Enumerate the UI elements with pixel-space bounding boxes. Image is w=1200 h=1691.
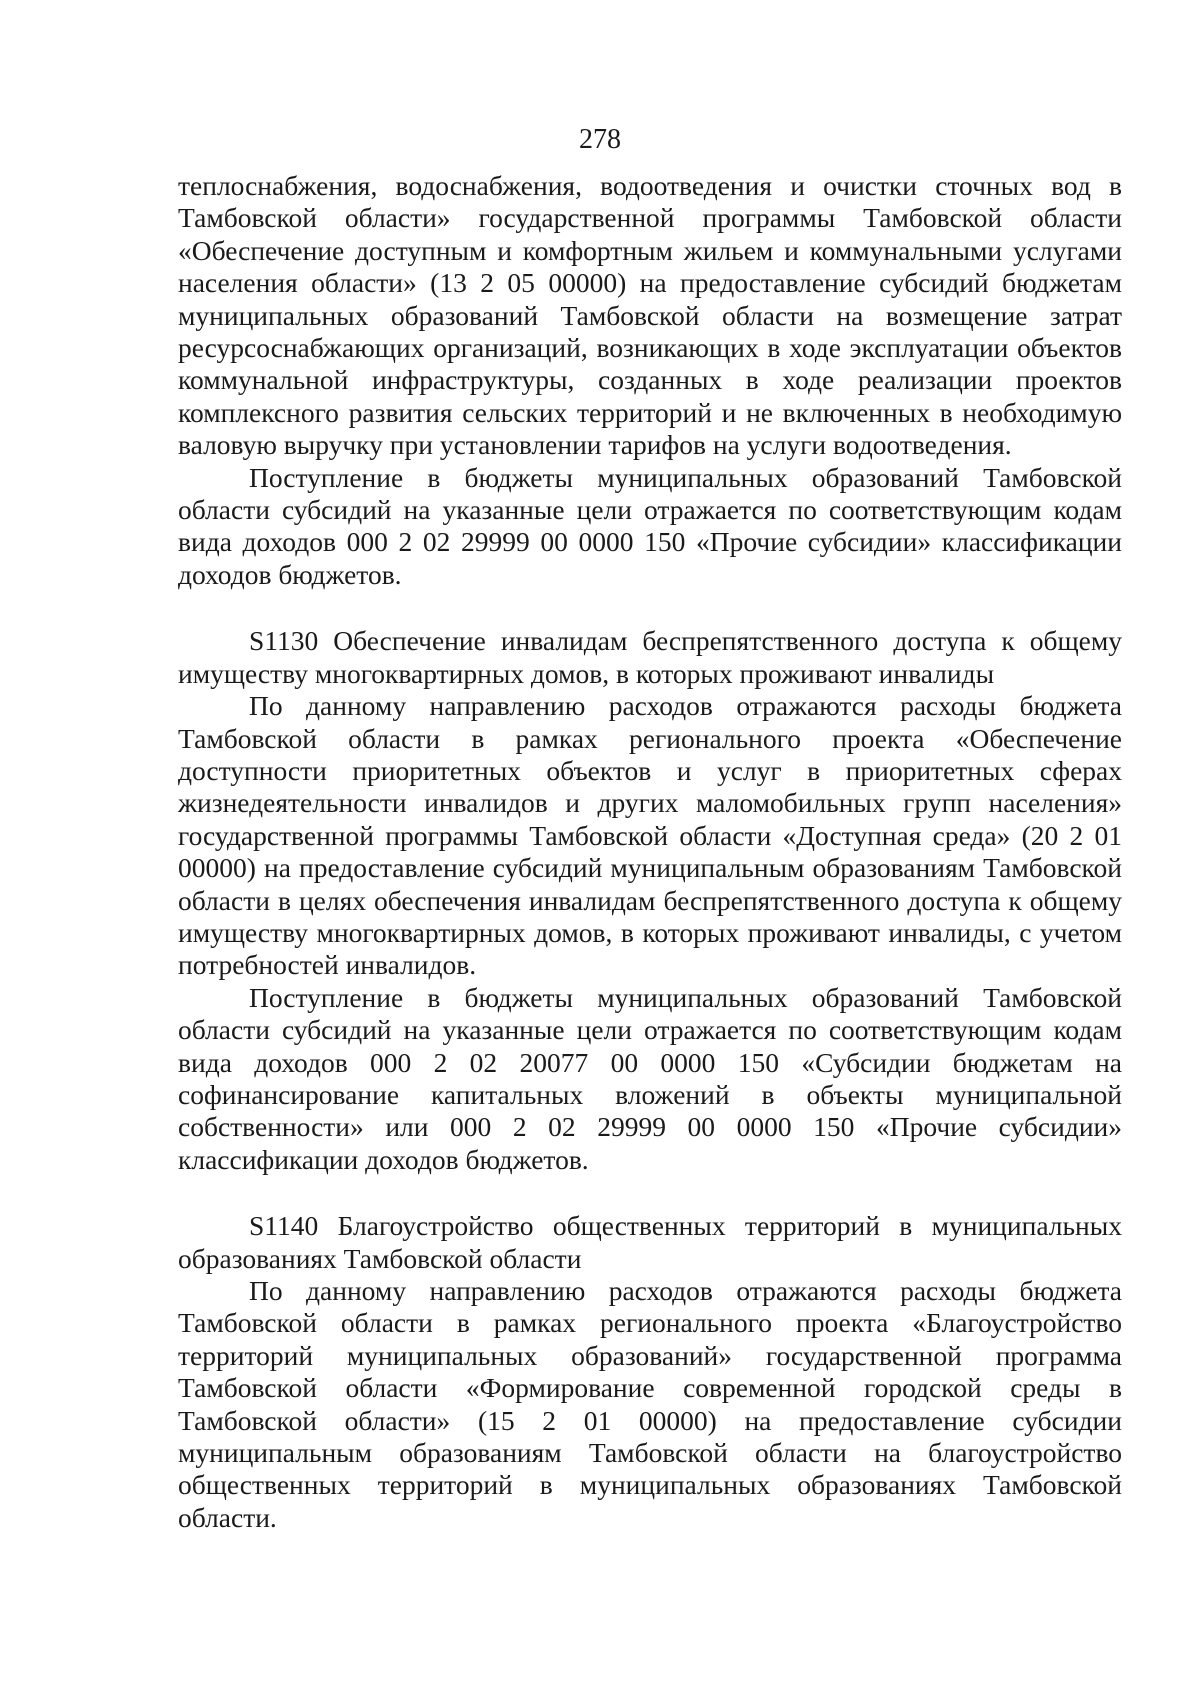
section-spacer: [178, 1176, 1122, 1210]
paragraph-s1140-description: По данному направлению расходов отражаются расходы бюджета Тамбовской области в рамках регионального проекта «Благоустройство территорий муниципальных образований» государственной программа Тамбовской области «Формирование современной городской среды в Тамбовской области» (15 2 01 00000) на предоставление субсидии муниципальным образованиям Тамбовской области на благоустройство общественных территорий в муниципальных образованиях Тамбовской области.: [178, 1275, 1122, 1533]
paragraph-revenue-note-2: Поступление в бюджеты муниципальных образований Тамбовской области субсидий на указанные цели отражается по соответствующим кодам вида доходов 000 2 02 20077 00 0000 150 «Субсидии бюджетам на софинансирование капитальных вложений в объекты муниципальной собственности» или 000 2 02 29999 00 0000 150 «Прочие субсидии» классификации доходов бюджетов.: [178, 981, 1122, 1175]
section-heading-s1140: S1140 Благоустройство общественных территорий в муниципальных образованиях Тамбовской области: [178, 1210, 1122, 1274]
paragraph-revenue-note-1: Поступление в бюджеты муниципальных образований Тамбовской области субсидий на указанные цели отражается по соответствующим кодам вида доходов 000 2 02 29999 00 0000 150 «Прочие субсидии» классификации доходов бюджетов.: [178, 461, 1122, 590]
paragraph-s1130-description: По данному направлению расходов отражаются расходы бюджета Тамбовской области в рамках регионального проекта «Обеспечение доступности приоритетных объектов и услуг в приоритетных сферах жизнедеятельности инвалидов и других маломобильных групп населения» государственной программы Тамбовской области «Доступная среда» (20 2 01 00000) на предоставление субсидий муниципальным образованиям Тамбовской области в целях обеспечения инвалидам беспрепятственного доступа к общему имуществу многоквартирных домов, в которых проживают инвалиды, с учетом потребностей инвалидов.: [178, 690, 1122, 981]
document-body: [178, 170, 1122, 1534]
paragraph-continuation: теплоснабжения, водоснабжения, водоотведения и очистки сточных вод в Тамбовской области» государственной программы Тамбовской области «Обеспечение доступным и комфортным жильем и коммунальными услугами населения области» (13 2 05 00000) на предоставление субсидий бюджетам муниципальных образований Тамбовской области на возмещение затрат ресурсоснабжающих организаций, возникающих в ходе эксплуатации объектов коммунальной инфраструктуры, созданных в ходе реализации проектов комплексного развития сельских территорий и не включенных в необходимую валовую выручку при установлении тарифов на услуги водоотведения.: [178, 170, 1122, 461]
section-heading-s1130: S1130 Обеспечение инвалидам беспрепятственного доступа к общему имуществу многоквартирных домов, в которых проживают инвалиды: [178, 625, 1122, 689]
section-spacer: [178, 591, 1122, 625]
page-number: 278: [579, 124, 621, 155]
